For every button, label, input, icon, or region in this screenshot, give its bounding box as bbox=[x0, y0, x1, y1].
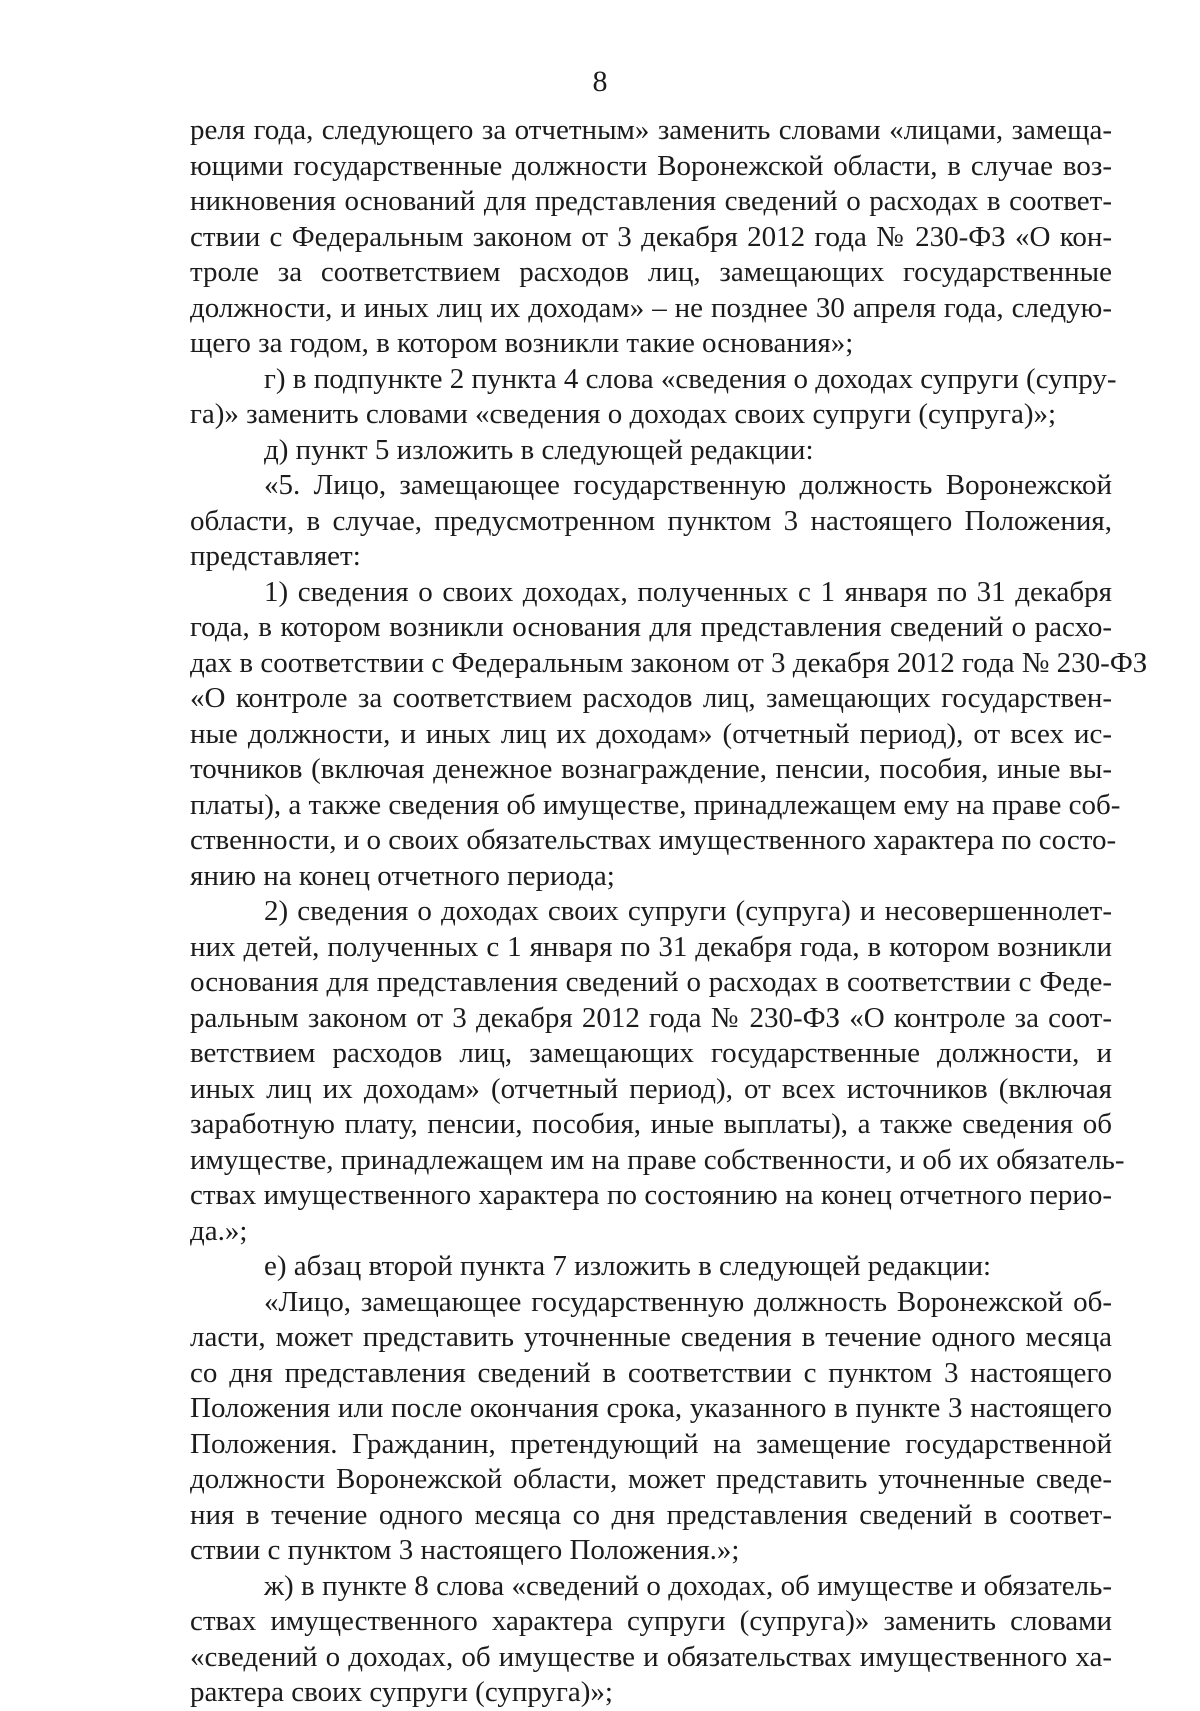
text-line: ственности, и о своих обязательствах имущественного характера по состо- bbox=[190, 824, 1117, 856]
text-line: да.»; bbox=[190, 1214, 248, 1247]
text-line: реля года, следующего за отчетным» заменить словами «лицами, замеща- bbox=[190, 114, 1112, 146]
text-line: Положения. Гражданин, претендующий на замещение государственной bbox=[190, 1427, 1112, 1460]
text-line: янию на конец отчетного периода; bbox=[190, 859, 615, 892]
text-line: г) в подпункте 2 пункта 4 слова «сведения о доходах супруги (супру- bbox=[264, 362, 1117, 395]
text-line: «Лицо, замещающее государственную должность Воронежской об- bbox=[264, 1285, 1112, 1318]
text-line: «5. Лицо, замещающее государственную должность Воронежской bbox=[264, 469, 1112, 501]
text-line: е) абзац второй пункта 7 изложить в следующей редакции: bbox=[264, 1250, 992, 1282]
text-line: со дня представления сведений в соответствии с пунктом 3 настоящего bbox=[190, 1356, 1112, 1389]
text-line: 1) сведения о своих доходах, полученных с 1 января по 31 декабря bbox=[264, 575, 1112, 608]
text-line: года, в котором возникли основания для представления сведений о расхо- bbox=[190, 611, 1112, 643]
text-line: платы), а также сведения об имуществе, принадлежащем ему на праве соб- bbox=[190, 788, 1121, 821]
text-line: представляет: bbox=[190, 540, 361, 572]
text-line: ствах имущественного характера по состоянию на конец отчетного перио- bbox=[190, 1179, 1112, 1211]
text-line: должности Воронежской области, может представить уточненные сведе- bbox=[190, 1463, 1112, 1495]
text-line: точников (включая денежное вознаграждение, пенсии, пособия, иные вы- bbox=[190, 753, 1112, 785]
text-line: ветствием расходов лиц, замещающих государственные должности, и bbox=[190, 1037, 1112, 1069]
text-line: «сведений о доходах, об имуществе и обязательствах имущественного ха- bbox=[190, 1640, 1112, 1673]
text-line: га)» заменить словами «сведения о доходах своих супруги (супруга)»; bbox=[190, 398, 1057, 430]
text-line: рактера своих супруги (супруга)»; bbox=[190, 1676, 613, 1708]
document-body bbox=[190, 113, 1148, 1711]
text-line: д) пункт 5 изложить в следующей редакции: bbox=[264, 433, 814, 466]
text-line: ния в течение одного месяца со дня представления сведений в соответ- bbox=[190, 1498, 1112, 1531]
text-line: основания для представления сведений о расходах в соответствии с Феде- bbox=[190, 966, 1112, 998]
text-line: Положения или после окончания срока, указанного в пункте 3 настоящего bbox=[190, 1392, 1112, 1424]
text-line: должности, и иных лиц их доходам» – не позднее 30 апреля года, следую- bbox=[190, 291, 1112, 324]
text-line: ющими государственные должности Воронежской области, в случае воз- bbox=[190, 149, 1112, 182]
text-line: ствии с Федеральным законом от 3 декабря 2012 года № 230-ФЗ «О кон- bbox=[190, 220, 1112, 253]
text-line: никновения оснований для представления сведений о расходах в соответ- bbox=[190, 185, 1112, 217]
text-line: ствах имущественного характера супруги (супруга)» заменить словами bbox=[190, 1605, 1112, 1637]
text-line: щего за годом, в котором возникли такие основания»; bbox=[190, 327, 854, 359]
text-line: них детей, полученных с 1 января по 31 декабря года, в котором возникли bbox=[190, 930, 1112, 963]
text-line: иных лиц их доходам» (отчетный период), от всех источников (включая bbox=[190, 1072, 1112, 1105]
text-line: дах в соответствии с Федеральным законом от 3 декабря 2012 года № 230-ФЗ bbox=[190, 646, 1148, 679]
text-line: имуществе, принадлежащем им на праве собственности, и об их обязатель- bbox=[190, 1143, 1125, 1176]
text-line: ные должности, и иных лиц их доходам» (отчетный период), от всех ис- bbox=[190, 717, 1112, 750]
text-line: заработную плату, пенсии, пособия, иные выплаты), а также сведения об bbox=[190, 1108, 1112, 1140]
text-line: ласти, может представить уточненные сведения в течение одного месяца bbox=[190, 1321, 1112, 1353]
text-line: ж) в пункте 8 слова «сведений о доходах, об имуществе и обязатель- bbox=[264, 1569, 1112, 1602]
text-line: области, в случае, предусмотренном пунктом 3 настоящего Положения, bbox=[190, 504, 1112, 537]
page-number: 8 bbox=[592, 65, 608, 98]
text-line: 2) сведения о доходах своих супруги (супруга) и несовершеннолет- bbox=[264, 895, 1112, 927]
text-line: ральным законом от 3 декабря 2012 года № 230-ФЗ «О контроле за соот- bbox=[190, 1001, 1112, 1034]
text-line: троле за соответствием расходов лиц, замещающих государственные bbox=[190, 256, 1112, 288]
text-line: «О контроле за соответствием расходов лиц, замещающих государствен- bbox=[190, 682, 1112, 714]
text-line: ствии с пунктом 3 настоящего Положения.»; bbox=[190, 1534, 740, 1566]
